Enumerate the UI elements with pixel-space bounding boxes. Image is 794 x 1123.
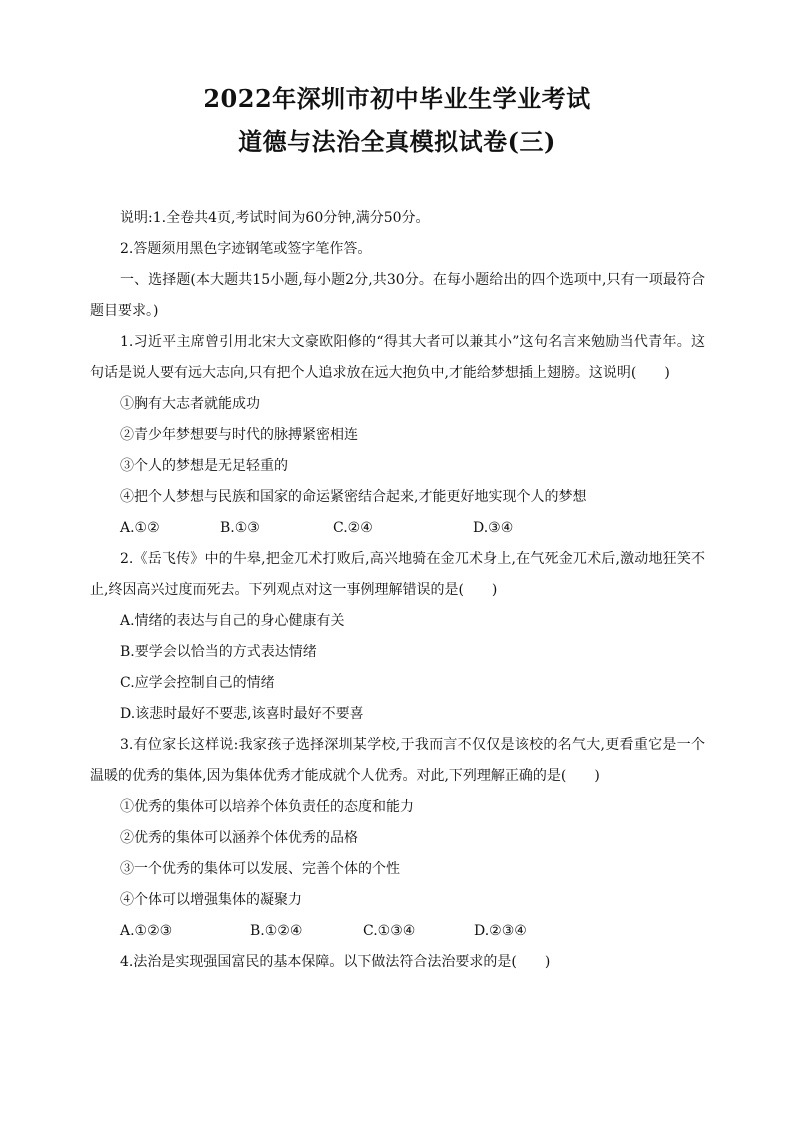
question-3-option: ④个体可以增强集体的凝聚力: [120, 892, 302, 908]
question-4-stem: 4.法治是实现强国富民的基本保障。以下做法符合法治要求的是( ): [120, 954, 551, 970]
question-1-option: ②青少年梦想要与时代的脉搏紧密相连: [120, 427, 358, 443]
question-2-option: D.该悲时最好不要悲,该喜时最好不要喜: [120, 706, 364, 722]
question-3-option: ②优秀的集体可以涵养个体优秀的品格: [120, 830, 358, 846]
instruction-line-1: 说明:1.全卷共4页,考试时间为60分钟,满分50分。: [120, 210, 430, 226]
question-2-option: A.情绪的表达与自己的身心健康有关: [120, 613, 345, 629]
choice-a: A.①②③: [120, 923, 173, 939]
question-1-option: ④把个人梦想与民族和国家的命运紧密结合起来,才能更好地实现个人的梦想: [120, 489, 587, 505]
choice-b: B.①②④: [250, 923, 303, 939]
question-1-option: ③个人的梦想是无足轻重的: [120, 458, 288, 474]
choice-d: D.③④: [473, 520, 514, 536]
choice-d: D.②③④: [474, 923, 527, 939]
question-3-choices: [90, 916, 705, 947]
exam-title: 2022年深圳市初中毕业生学业考试: [203, 84, 591, 113]
question-2-stem: 2.《岳飞传》中的牛皋,把金兀术打败后,高兴地骑在金兀术身上,在气死金兀术后,激动地狂笑不止,终因高兴过度而死去。下列观点对这一事例理解错误的是( ): [90, 551, 705, 598]
question-1-stem: 1.习近平主席曾引用北宋大文豪欧阳修的“得其大者可以兼其小”这句名言来勉励当代青年。这句话是说人要有远大志向,只有把个人追求放在远大抱负中,才能给梦想插上翅膀。这说明( ): [90, 334, 705, 381]
question-1-choices: [90, 513, 705, 544]
choice-c: C.②④: [333, 520, 373, 536]
choice-c: C.①③④: [363, 923, 416, 939]
question-3-option: ③一个优秀的集体可以发展、完善个体的个性: [120, 861, 400, 877]
question-2-option: B.要学会以恰当的方式表达情绪: [120, 644, 317, 660]
question-3-stem: 3.有位家长这样说:我家孩子选择深圳某学校,于我而言不仅仅是该校的名气大,更看重它是一个温暖的优秀的集体,因为集体优秀才能成就个人优秀。对此,下列理解正确的是( ): [90, 737, 705, 784]
exam-body: [90, 203, 705, 978]
instruction-line-2: 2.答题须用黑色字迹钢笔或签字笔作答。: [120, 241, 372, 257]
exam-subtitle: 道德与法治全真模拟试卷(三): [238, 127, 556, 156]
question-2-option: C.应学会控制自己的情绪: [120, 675, 275, 691]
choice-a: A.①②: [120, 520, 160, 536]
question-1-option: ①胸有大志者就能成功: [120, 396, 260, 412]
question-3-option: ①优秀的集体可以培养个体负责任的态度和能力: [120, 799, 414, 815]
choice-b: B.①③: [220, 520, 260, 536]
section-heading: 一、选择题(本大题共15小题,每小题2分,共30分。在每小题给出的四个选项中,只有一项最符合题目要求。): [90, 272, 705, 319]
